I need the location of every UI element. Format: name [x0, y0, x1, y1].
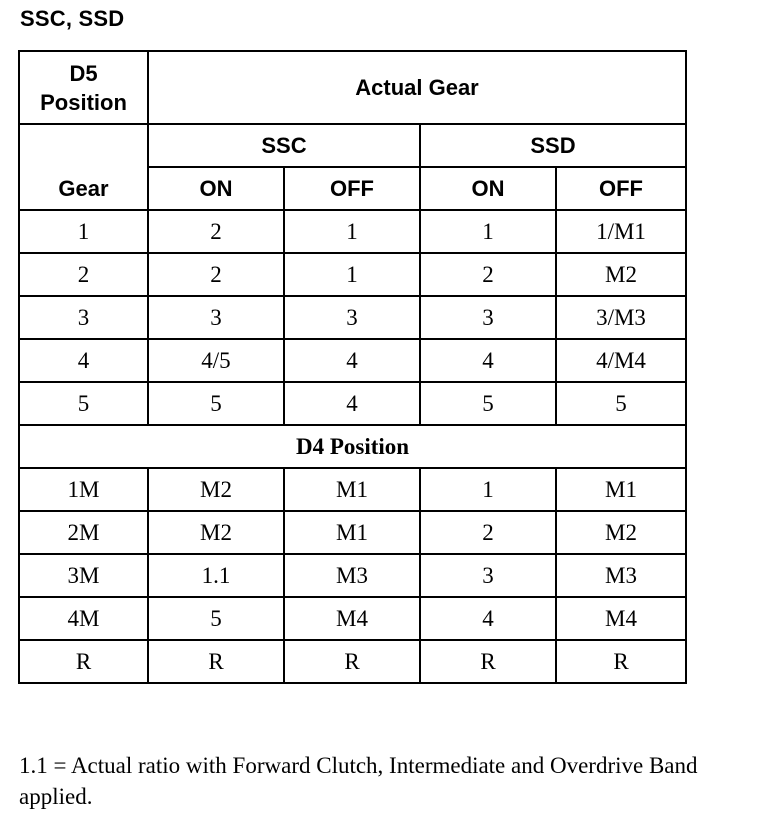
table-row — [19, 468, 686, 511]
footnote: 1.1 = Actual ratio with Forward Clutch, Intermediate and Overdrive Band applied. — [19, 753, 698, 809]
gear-cell: 4 — [19, 339, 148, 382]
ssd-off-cell: 4/M4 — [556, 339, 686, 382]
ssc-off-cell: M1 — [284, 468, 420, 511]
ssd-on-cell: 1 — [420, 468, 556, 511]
ssc-on-cell: 2 — [148, 253, 284, 296]
table-row — [19, 339, 686, 382]
ssc-off-header: OFF — [284, 167, 420, 210]
ssc-on-cell: 5 — [148, 382, 284, 425]
gear-cell: 1 — [19, 210, 148, 253]
ssc-off-cell: 4 — [284, 382, 420, 425]
ssd-on-header: ON — [420, 167, 556, 210]
gear-cell: 2 — [19, 253, 148, 296]
gear-cell: 2M — [19, 511, 148, 554]
ssd-on-cell: R — [420, 640, 556, 683]
ssc-off-cell: 3 — [284, 296, 420, 339]
gear-table — [18, 50, 687, 684]
ssc-on-cell: 5 — [148, 597, 284, 640]
ssd-off-cell: M2 — [556, 253, 686, 296]
ssd-on-cell: 4 — [420, 339, 556, 382]
gear-cell: 3 — [19, 296, 148, 339]
gear-cell: 5 — [19, 382, 148, 425]
ssc-group-header: SSC — [148, 124, 420, 167]
ssd-on-cell: 3 — [420, 296, 556, 339]
ssd-off-cell: M4 — [556, 597, 686, 640]
d5-label: D5 — [69, 60, 98, 86]
ssc-on-cell: R — [148, 640, 284, 683]
header-row-position — [19, 51, 686, 124]
ssc-on-cell: 4/5 — [148, 339, 284, 382]
header-row-groups — [19, 124, 686, 167]
ssc-off-cell: M1 — [284, 511, 420, 554]
ssc-on-cell: 3 — [148, 296, 284, 339]
ssd-off-cell: 5 — [556, 382, 686, 425]
ssd-off-cell: M1 — [556, 468, 686, 511]
ssc-on-cell: M2 — [148, 468, 284, 511]
ssc-on-cell: M2 — [148, 511, 284, 554]
ssd-off-cell: 1/M1 — [556, 210, 686, 253]
ssc-off-cell: M3 — [284, 554, 420, 597]
ssc-off-cell: R — [284, 640, 420, 683]
ssd-on-cell: 4 — [420, 597, 556, 640]
ssd-off-cell: M2 — [556, 511, 686, 554]
table-row — [19, 296, 686, 339]
ssd-on-cell: 3 — [420, 554, 556, 597]
ssd-on-cell: 2 — [420, 511, 556, 554]
ssc-on-header: ON — [148, 167, 284, 210]
table-row — [19, 554, 686, 597]
table-row — [19, 210, 686, 253]
table-row — [19, 511, 686, 554]
d4-position-header: D4 Position — [19, 425, 686, 468]
gear-cell: 4M — [19, 597, 148, 640]
table-row — [19, 382, 686, 425]
d5-position-header — [19, 51, 148, 124]
ssd-group-header: SSD — [420, 124, 686, 167]
ssc-off-cell: 1 — [284, 253, 420, 296]
gear-column-header: Gear — [19, 124, 148, 210]
page-title: SSC, SSD — [20, 6, 125, 31]
gear-cell: R — [19, 640, 148, 683]
ssd-off-cell: M3 — [556, 554, 686, 597]
ssc-off-cell: 4 — [284, 339, 420, 382]
ssd-off-header: OFF — [556, 167, 686, 210]
ssc-off-cell: 1 — [284, 210, 420, 253]
position-label: Position — [40, 89, 127, 115]
ssc-on-cell: 1.1 — [148, 554, 284, 597]
ssc-on-cell: 2 — [148, 210, 284, 253]
table-row — [19, 640, 686, 683]
table-row — [19, 597, 686, 640]
actual-gear-header: Actual Gear — [148, 51, 686, 124]
ssd-off-cell: 3/M3 — [556, 296, 686, 339]
table-row — [19, 253, 686, 296]
ssd-off-cell: R — [556, 640, 686, 683]
section-row — [19, 425, 686, 468]
gear-cell: 1M — [19, 468, 148, 511]
ssd-on-cell: 5 — [420, 382, 556, 425]
gear-cell: 3M — [19, 554, 148, 597]
ssd-on-cell: 2 — [420, 253, 556, 296]
ssc-off-cell: M4 — [284, 597, 420, 640]
ssd-on-cell: 1 — [420, 210, 556, 253]
